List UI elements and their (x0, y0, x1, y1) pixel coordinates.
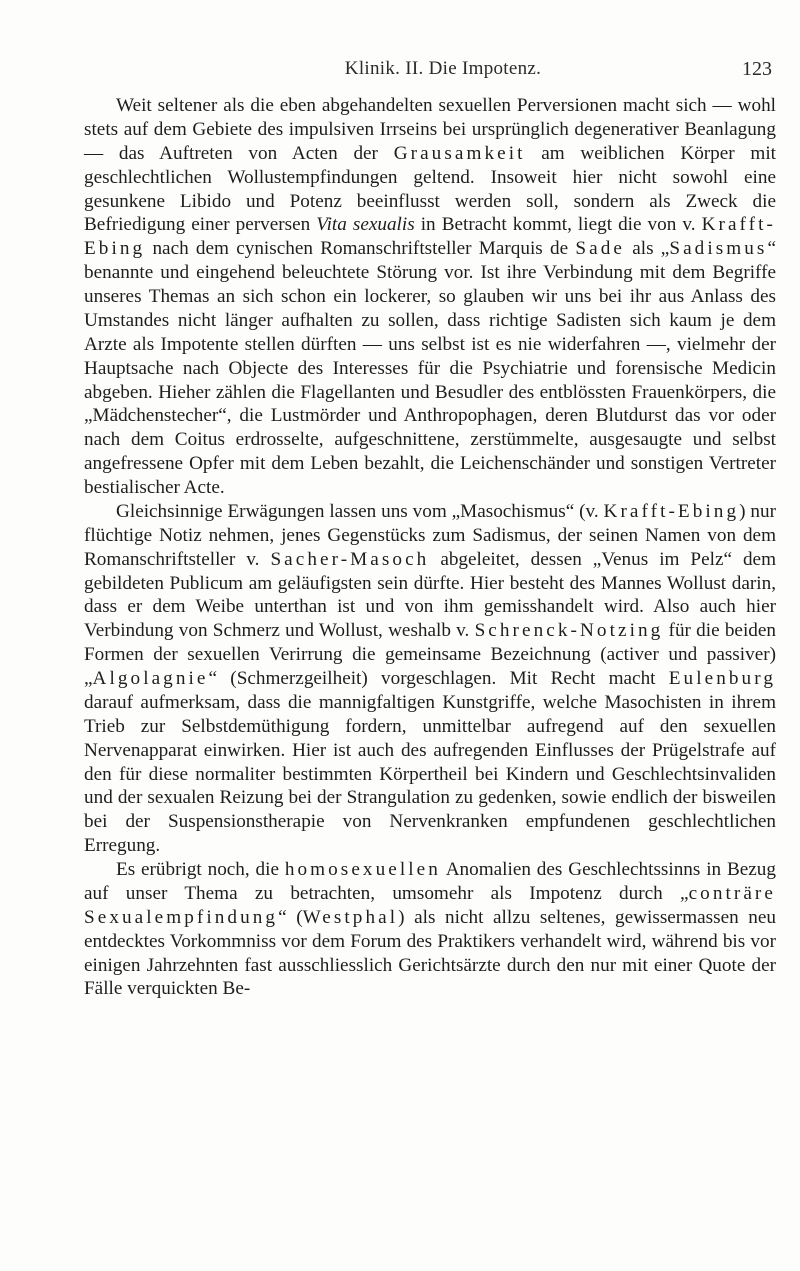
running-head-title: Klinik. II. Die Impotenz. (344, 58, 542, 79)
text-run: in Betracht kommt, liegt die von v. (414, 214, 702, 236)
running-head (110, 58, 776, 84)
text-run: Anomalien des Geschlechtssinns in Bezug auf unser Thema zu betrachten, umsomehr als Impotenz durch „ (84, 859, 776, 904)
spaced-emphasis: Algolagnie (92, 668, 209, 689)
text-run: als „ (624, 238, 670, 260)
spaced-emphasis: Grausamkeit (393, 142, 526, 164)
spaced-emphasis: Krafft-Ebing (84, 214, 776, 260)
text-run: Es erübrigt noch, die (116, 859, 285, 880)
text-run: “ benannte und eingehend beleuchtete Störung vor. Ist ihre Verbindung mit dem Begriffe unseres Themas an sich schon ein lockerer, so glauben wir uns bei ihr aus Anlass des Umstandes nicht länger aufhalten zu sollen, dass richtige Sadisten sich kaum je dem Arzte als Impotente stellen dürften — uns selbst ist es nie widerfahren —, vielmehr der Hauptsache nach Objecte des Interesses für die Psychiatrie und forensische Medicin abgeben. Hieher zählen die Flagellanten und Besudler des entblössten Frauenkörpers, die „Mädchenstecher“, die Lustmörder und Anthropophagen, deren Blutdurst das vor oder nach dem Coitus erdrosselte, aufgeschnittene, zerstümmelte, ausgesaugte und selbst angefressene Opfer mit dem Leben bezahlt, die Leichenschänder und sonstigen Vertreter bestialischer Acte. (84, 238, 776, 498)
spaced-emphasis: Krafft-Ebing (603, 500, 740, 522)
text-run: Weit seltener als die eben abgehandelten sexuellen Perversionen macht sich — wohl stets auf dem Gebiete des impulsiven Irrseins bei ursprünglich degenerativer Beanlagung — das Auftreten von Acten der (84, 95, 776, 164)
spaced-emphasis: Westphal (302, 906, 399, 928)
body-text (84, 94, 776, 1001)
page-number: 123 (742, 58, 772, 80)
text-run: Gleichsinnige Erwägungen lassen uns vom „Masochismus“ (v. (116, 500, 604, 522)
italic-emphasis: Vita sexualis (316, 214, 415, 236)
text-run: am weiblichen Körper mit geschlechtlichen Wollustempfindungen geltend. Insoweit hier nicht sowohl eine gesunkene Libido und Potenz beeinflusst werden soll, sondern als Zweck die Befriedigung einer perversen (84, 142, 777, 236)
text-run: abgeleitet, dessen „Venus im Pelz“ dem gebildeten Publicum am geläufigsten sein dürfte. Hier besteht des Mannes Wollust darin, dass er dem Weibe unterthan ist und von ihm gemisshandelt wird. Also auch hier Verbindung von Schmerz und Wollust, weshalb v. (84, 548, 776, 642)
spaced-emphasis: Sade (575, 238, 625, 260)
paragraph (84, 500, 776, 858)
spaced-emphasis: homosexuellen (284, 859, 441, 880)
text-run: “ (Schmerzgeilheit) vorgeschlagen. Mit Recht macht (208, 668, 669, 689)
spaced-emphasis: Sacher-Masoch (270, 548, 430, 570)
text-run: darauf aufmerksam, dass die mannigfaltigen Kunstgriffe, welche Masochisten in ihrem Trieb zur Selbstdemüthigung fordern, unmittelbar aufregend auf den sexuellen Nervenapparat einwirken. Hier ist auch des aufregenden Einflusses der Prügelstrafe auf den für diese normaliter bestimmten Körpertheil bei Kindern und Geschlechtsinvaliden und der sexualen Reizung bei der Strangulation zu gedenken, sowie endlich der bisweilen bei der Suspensionstherapie von Nervenkranken empfundenen geschlechtlichen Erregung. (84, 691, 776, 857)
spaced-emphasis: Sadismus (669, 238, 768, 260)
paragraph (84, 94, 776, 500)
text-run: für die beiden Formen der sexuellen Verirrung die gemeinsame Bezeichnung (activer und passiver) „ (84, 620, 776, 689)
spaced-emphasis: Schrenck-Notzing (474, 620, 664, 642)
spaced-emphasis: Eulenburg (668, 668, 776, 689)
text-run: “ ( (278, 906, 303, 928)
paragraph (84, 858, 776, 1001)
text-run: ) nur flüchtige Notiz nehmen, jenes Gegenstücks zum Sadismus, der seinen Namen von dem Romanschriftsteller v. (84, 500, 776, 570)
text-run: nach dem cynischen Romanschriftsteller Marquis de (145, 238, 576, 260)
spaced-emphasis: conträre Sexualempfindung (84, 882, 776, 928)
text-run: ) als nicht allzu seltenes, gewissermassen neu entdecktes Vorkommniss vor dem Forum des Praktikers verhandelt wird, während bis vor einigen Jahrzehnten fast ausschliesslich Gerichtsärzte durch den nur mit einer Quote der Fälle verquickten Be- (84, 906, 776, 1000)
